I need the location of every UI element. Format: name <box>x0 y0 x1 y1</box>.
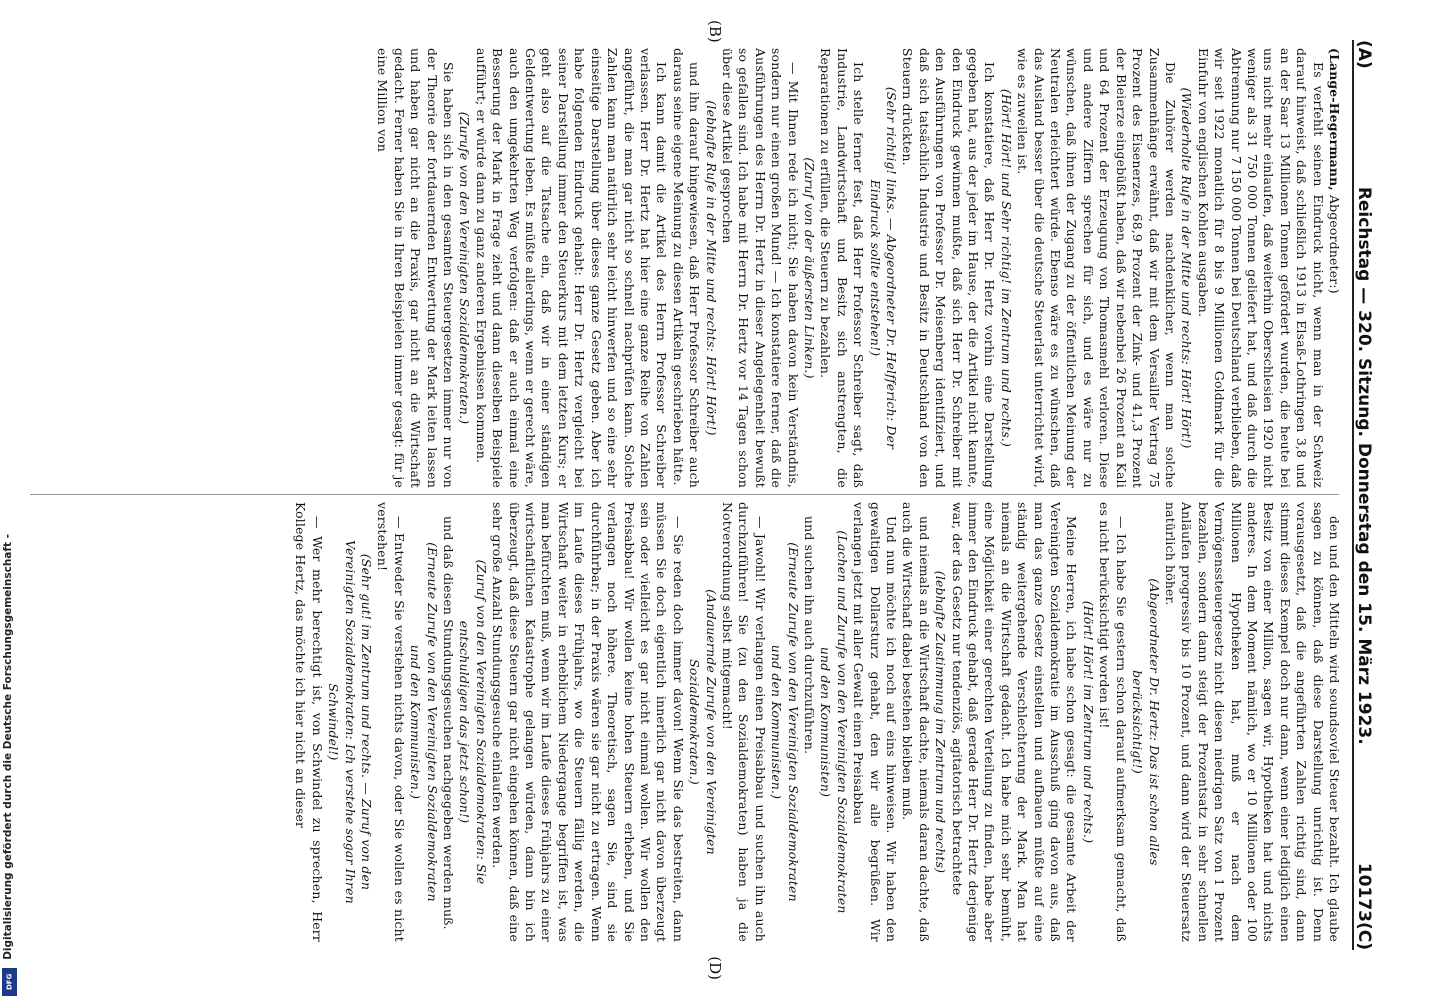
stage-direction: (Lachen und Zurufe von den Vereinigten Sozialdemokraten und den Kommunisten) <box>818 530 850 914</box>
right-text-column <box>20 502 1342 942</box>
paragraph: und niemals an die Wirtschaft dachte, niemals daran dachte, daß auch die Wirtschaft dabei bestehen bleiben muß. <box>900 502 932 942</box>
stage-direction: (Andauernde Zurufe von den Vereinigten Sozialdemokraten.) <box>687 589 719 855</box>
stage-direction: (Hört! Hört! im Zentrum und rechts.) <box>1080 600 1096 844</box>
stage-direction: (Abgeordneter Dr. Hertz: Das ist schon alles berücksichtigt!) <box>1130 578 1162 866</box>
paragraph: Meine Herren, ich habe schon gesagt: die gesamte Arbeit der Vereinigten Sozialdemokratie im Ausschuß ging davon aus, daß man das ganze Gesetz einstellen und aufbauen müßte auf eine ständig weitergehende Verschlechterung der Mark. Man hat niemals an die Wirtschaft gedacht. Ich habe mich sehr bemüht, eine Möglichkeit einer gerechten Verteilung zu finden, habe aber immer den Eindruck gehabt, daß gerade Herr Dr. Hertz derjenige war, der das Gesetz nur tendenziös, agitatorisch betrachtete <box>949 502 1080 942</box>
stage-direction: (Zuruf von der äußersten Linken.) <box>802 157 817 379</box>
paragraph: und ihn darauf hingewiesen, daß Herr Professor Schreiber auch daraus seine eigene Meinung zu diesen Artikeln geschrieben hätte. <box>670 48 703 488</box>
margin-mark-top-left: (A) <box>1354 40 1374 69</box>
paragraph: Ich konstatiere, daß Herr Dr. Hertz vorhin eine Darstellung gegeben hat, aus der jeder im Hause, der die Artikel nicht kannte, den Eindruck gewinnen mußte, daß sich Herr Dr. Schreiber mit den Ausführungen von Professor Dr. Meisenberg identifiziert, und daß sich tatsächlich Industrie und Besitz in Deutschland von den Steuern drückten. <box>900 48 998 488</box>
dfg-logo-icon: DFG <box>2 968 17 996</box>
paragraph: und suchen ihn auch durchzuführen. <box>802 516 817 755</box>
stage-direction: (lebhafte Rufe in der Mitte und rechts: Hört! Hört!) <box>703 100 719 436</box>
page-number: 10173 <box>1354 862 1374 922</box>
paragraph: Ich stelle ferner fest, daß Herr Professor Schreiber sagt, daß Industrie, Landwirtschaft und Besitz sich anstrengten, die Reparationen zu erfüllen, die Steuern zu bezahlen. <box>818 48 867 488</box>
margin-mark-lower-left: (B) <box>706 20 724 43</box>
stage-direction: (lebhafte Zustimmung im Zentrum und rechts) <box>933 570 949 874</box>
stage-direction: (Zurufe von den Vereinigten Sozialdemokraten.) <box>457 111 473 425</box>
paragraph: — Ich habe Sie gestern schon darauf aufmerksam gemacht, daß es nicht berücksichtigt worden ist! <box>1097 502 1129 942</box>
column-divider <box>30 494 1339 495</box>
stage-direction: (Sehr gut! im Zentrum und rechts. — Zuruf von den Vereinigten Sozialdemokraten: Ich verstehe sogar Ihren Schwindel!) <box>326 540 375 904</box>
speaker-role: Abgeordneter:) <box>1327 190 1342 294</box>
paragraph: — Sie reden doch immer davon! Wenn Sie das bestreiten, dann müssen Sie doch eigentlich innerlich gar nicht davon überzeugt sein oder vielleicht es gar nicht einmal wollen. Wir wollen den Preisabbau! Wir wollen keine hohen Steuern erheben, und Sie verlangen noch höhere. Theoretisch, sagen Sie, sind sie durchführbar; in der Praxis wären sie gar nicht zu ertragen. Wenn im Laufe dieses Frühjahrs, wo die Steuern fällig werden, die Wirtschaft weiter in erheblichem Niedergange begriffen ist, was man befürchten muß, wenn wir im Laufe dieses Frühjahrs zu einer wirtschaftlichen Katastrophe gelangen würden, dann bin ich überzeugt, daß diese Steuern gar nicht eingehen können, daß eine sehr große Anzahl Stundungsgesuche einlaufen werden. <box>490 502 686 942</box>
paragraph: Sie haben sich in den gesamten Steuergesetzen immer nur von der Theorie der fortdauernden Entwertung der Mark leiten lassen und haben gar nicht an die Praxis, gar nicht an die Wirtschaft gedacht. Ferner haben Sie in Ihren Beispielen immer gesagt: für je eine Million von <box>375 48 457 488</box>
margin-mark-lower-right: (D) <box>706 956 724 980</box>
page-header <box>1352 40 1384 950</box>
stage-direction: (Hört! Hört! und Sehr richtig! im Zentrum und rechts.) <box>998 88 1014 448</box>
speaker-line <box>1326 48 1342 488</box>
paragraph: den und den Mitteln wird soundsoviel Steuer bezahlt. Ich glaube sagen zu können, daß diese Darstellung unrichtig ist. Denn vorausgesetzt, daß die angeführten Zahlen richtig sind, dann stimmt dieses Exempel doch nur dann, wenn einer lediglich einen Besitz von einer Million, sagen wir, Hypotheken hat und nichts anderes. In dem Moment nämlich, wo er 10 Millionen oder 100 Millionen Hypotheken hat, muß er nach dem Vermögenssteuergesetz nicht diesen niedrigen Satz von 1 Prozent bezahlen, sondern dann steigt der Prozentsatz in sehr schnellen Anläufen progressiv bis 10 Prozent, und dann wird der Steuersatz natürlich höher. <box>1162 502 1342 942</box>
paragraph: Ich kann damit die Artikel des Herrn Professor Schreiber verlassen. Herr Dr. Hertz hat hier eine ganze Reihe von Zahlen angeführt, die man gar nicht so schnell nachprüfen kann. Solche Zahlen kann man natürlich sehr leicht hinwerfen und so eine sehr einseitige Darstellung über dieses ganze Gesetz geben. Aber ich habe folgenden Eindruck gehabt: Herr Dr. Hertz vergleicht bei seiner Darstellung immer den Steuerkurs mit dem letzten Kurs; er geht also auf die Tatsache ein, daß wir in einer ständigen Geldentwertung leben. Es müßte allerdings, wenn er gerecht wäre, auch den umgekehrten Weg verfolgen: daß er auch einmal eine Besserung der Mark in Frage zieht und dann dieselben Beispiele aufführt; er würde dann zu ganz anderen Ergebnissen kommen. <box>473 48 670 488</box>
stage-direction: (Sehr richtig! links. — Abgeordneter Dr. Helfferich: Der Eindruck sollte entstehen!) <box>867 86 900 450</box>
page-title: Reichstag — 320. Sitzung. Donnerstag den 15. März 1923. <box>1354 186 1374 745</box>
margin-mark-top-right: (C) <box>1354 921 1374 950</box>
stage-direction: (Wiederholte Rufe in der Mitte und rechts: Hört! Hört!) <box>1179 87 1195 449</box>
paragraph: und daß diesen Stundungsgesuchen nachgegeben werden muß. <box>441 516 457 930</box>
stage-direction: (Erneute Zurufe von den Vereinigten Sozialdemokraten und den Kommunisten.) <box>408 542 440 902</box>
paragraph: Die Zuhörer werden nachdenklicher, wenn man solche Zusammenhänge erwähnt, daß wir mit dem Versailler Vertrag 75 Prozent des Eisenerzes, 68,9 Prozent der Zink- und 41,3 Prozent der Bleierze eingebüßt haben, daß wir nebenbei 26 Prozent an Kali und 64 Prozent der Erzeugung von Thomasmehl verloren. Diese und andere Ziffern sprechen für sich, und es wäre nur zu wünschen, daß ihnen der Zugang zu der öffentlichen Meinung der Neutralen erleichtert würde. Ebenso wäre es zu wünschen, daß das Ausland besser über die deutsche Steuerlast unterrichtet wird, wie es zuweilen ist. <box>1015 48 1178 488</box>
paragraph: Es verfehlt seinen Eindruck nicht, wenn man in der Schweiz darauf hinweist, daß schließlich 1913 in Elsaß-Lothringen 3,8 und an der Saar 13 Millionen Tonnen gefördert wurden, die heute bei uns nicht mehr einlaufen, daß weiterhin Oberschlesien 1920 nicht weniger als 31 750 000 Tonnen geliefert hat, und daß durch die Abtrennung nur 7 150 000 Tonnen bei Deutschland verblieben, daß wir seit 1922 monatlich für 8 bis 9 Millionen Goldmark für die Einfuhr von englischen Kohlen ausgaben. <box>1195 48 1326 488</box>
speaker-name: (Lange-Hegermann, <box>1327 48 1342 191</box>
paragraph: Und nun möchte ich noch auf eins hinweisen. Wir haben den gewaltigen Dollarsturz gehabt, den wir alle begrüßen. Wir verlangen jetzt mit aller Gewalt einen Preisabbau <box>851 502 900 942</box>
paragraph: — Entweder Sie verstehen nichts davon, oder Sie wollen es nicht verstehen! <box>375 502 407 942</box>
stage-direction: (Erneute Zurufe von den Vereinigten Sozialdemokraten und den Kommunisten.) <box>769 542 801 902</box>
paragraph: — Mit Ihnen rede ich nicht; Sie haben davon kein Verständnis, sondern nur einen großen Mund! — Ich konstatiere ferner, daß die Ausführungen des Herrn Dr. Hertz in dieser Angelegenheit bewußt so gefallen sind. Ich habe mit Herrn Dr. Hertz vor 14 Tagen schon über diese Artikel gesprochen <box>719 48 801 488</box>
funding-note: Digitalisierung gefördert durch die Deutsche Forschungsgemeinschaft - <box>2 534 14 960</box>
stage-direction: (Zuruf von den Vereinigten Sozialdemokraten: Sie entschuldigen das jetzt schon!) <box>457 559 489 885</box>
paragraph: — Wer mehr berechtigt ist, von Schwindel zu sprechen, Herr Kollege Hertz, das möchte ich hier nicht an dieser <box>293 502 325 942</box>
paragraph: — Jawohl! Wir verlangen einen Preisabbau und suchen ihn auch durchzuführen! Sie (zu den Sozialdemokraten) haben ja die Notverordnung selbst mitgemacht! <box>719 502 768 942</box>
left-text-column <box>20 48 1342 488</box>
